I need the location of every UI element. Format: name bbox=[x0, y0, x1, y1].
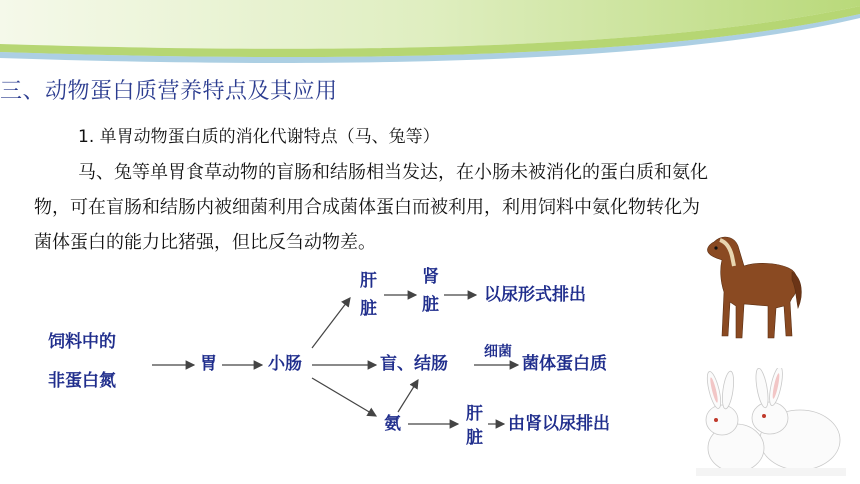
node-feed-line2: 非蛋白氮 bbox=[48, 371, 116, 391]
body-line-3: 菌体蛋白的能力比猪强，但比反刍动物差。 bbox=[34, 232, 376, 253]
arrow-intestine-ammonia bbox=[312, 378, 376, 416]
node-liver-top-1: 肝 bbox=[360, 271, 377, 291]
node-small-intestine: 小肠 bbox=[268, 354, 302, 374]
node-liver-bottom-1: 肝 bbox=[466, 404, 483, 424]
body-line-1: 马、兔等单胃食草动物的盲肠和结肠相当发达，在小肠未被消化的蛋白质和氨化 bbox=[78, 162, 708, 183]
node-feed-line1: 饲料中的 bbox=[48, 332, 116, 352]
node-kidney-urine-out: 由肾以尿排出 bbox=[508, 414, 610, 434]
rabbits-image bbox=[696, 368, 846, 476]
arrow-ammonia-cecum bbox=[398, 380, 418, 412]
slide-subtitle: 1. 单胃动物蛋白质的消化代谢特点（马、兔等） bbox=[78, 127, 440, 147]
node-liver-bottom-2: 脏 bbox=[466, 428, 483, 448]
horse-image bbox=[700, 232, 804, 344]
node-ammonia: 氨 bbox=[384, 414, 401, 434]
body-line-2: 物，可在盲肠和结肠内被细菌利用合成菌体蛋白而被利用，利用饲料中氨化物转化为 bbox=[34, 197, 700, 218]
node-urine-out: 以尿形式排出 bbox=[484, 285, 586, 305]
node-kidney-1: 肾 bbox=[422, 267, 439, 287]
arrow-intestine-liver bbox=[312, 298, 350, 348]
node-cecum-colon: 盲、结肠 bbox=[380, 354, 448, 374]
node-stomach: 胃 bbox=[200, 354, 217, 374]
node-bacterial-protein: 菌体蛋白质 bbox=[522, 354, 607, 374]
node-liver-top-2: 脏 bbox=[360, 299, 377, 319]
slide-title: 三、动物蛋白质营养特点及其应用 bbox=[0, 79, 338, 104]
node-kidney-2: 脏 bbox=[422, 295, 439, 315]
node-bacteria-label: 细菌 bbox=[484, 344, 512, 360]
